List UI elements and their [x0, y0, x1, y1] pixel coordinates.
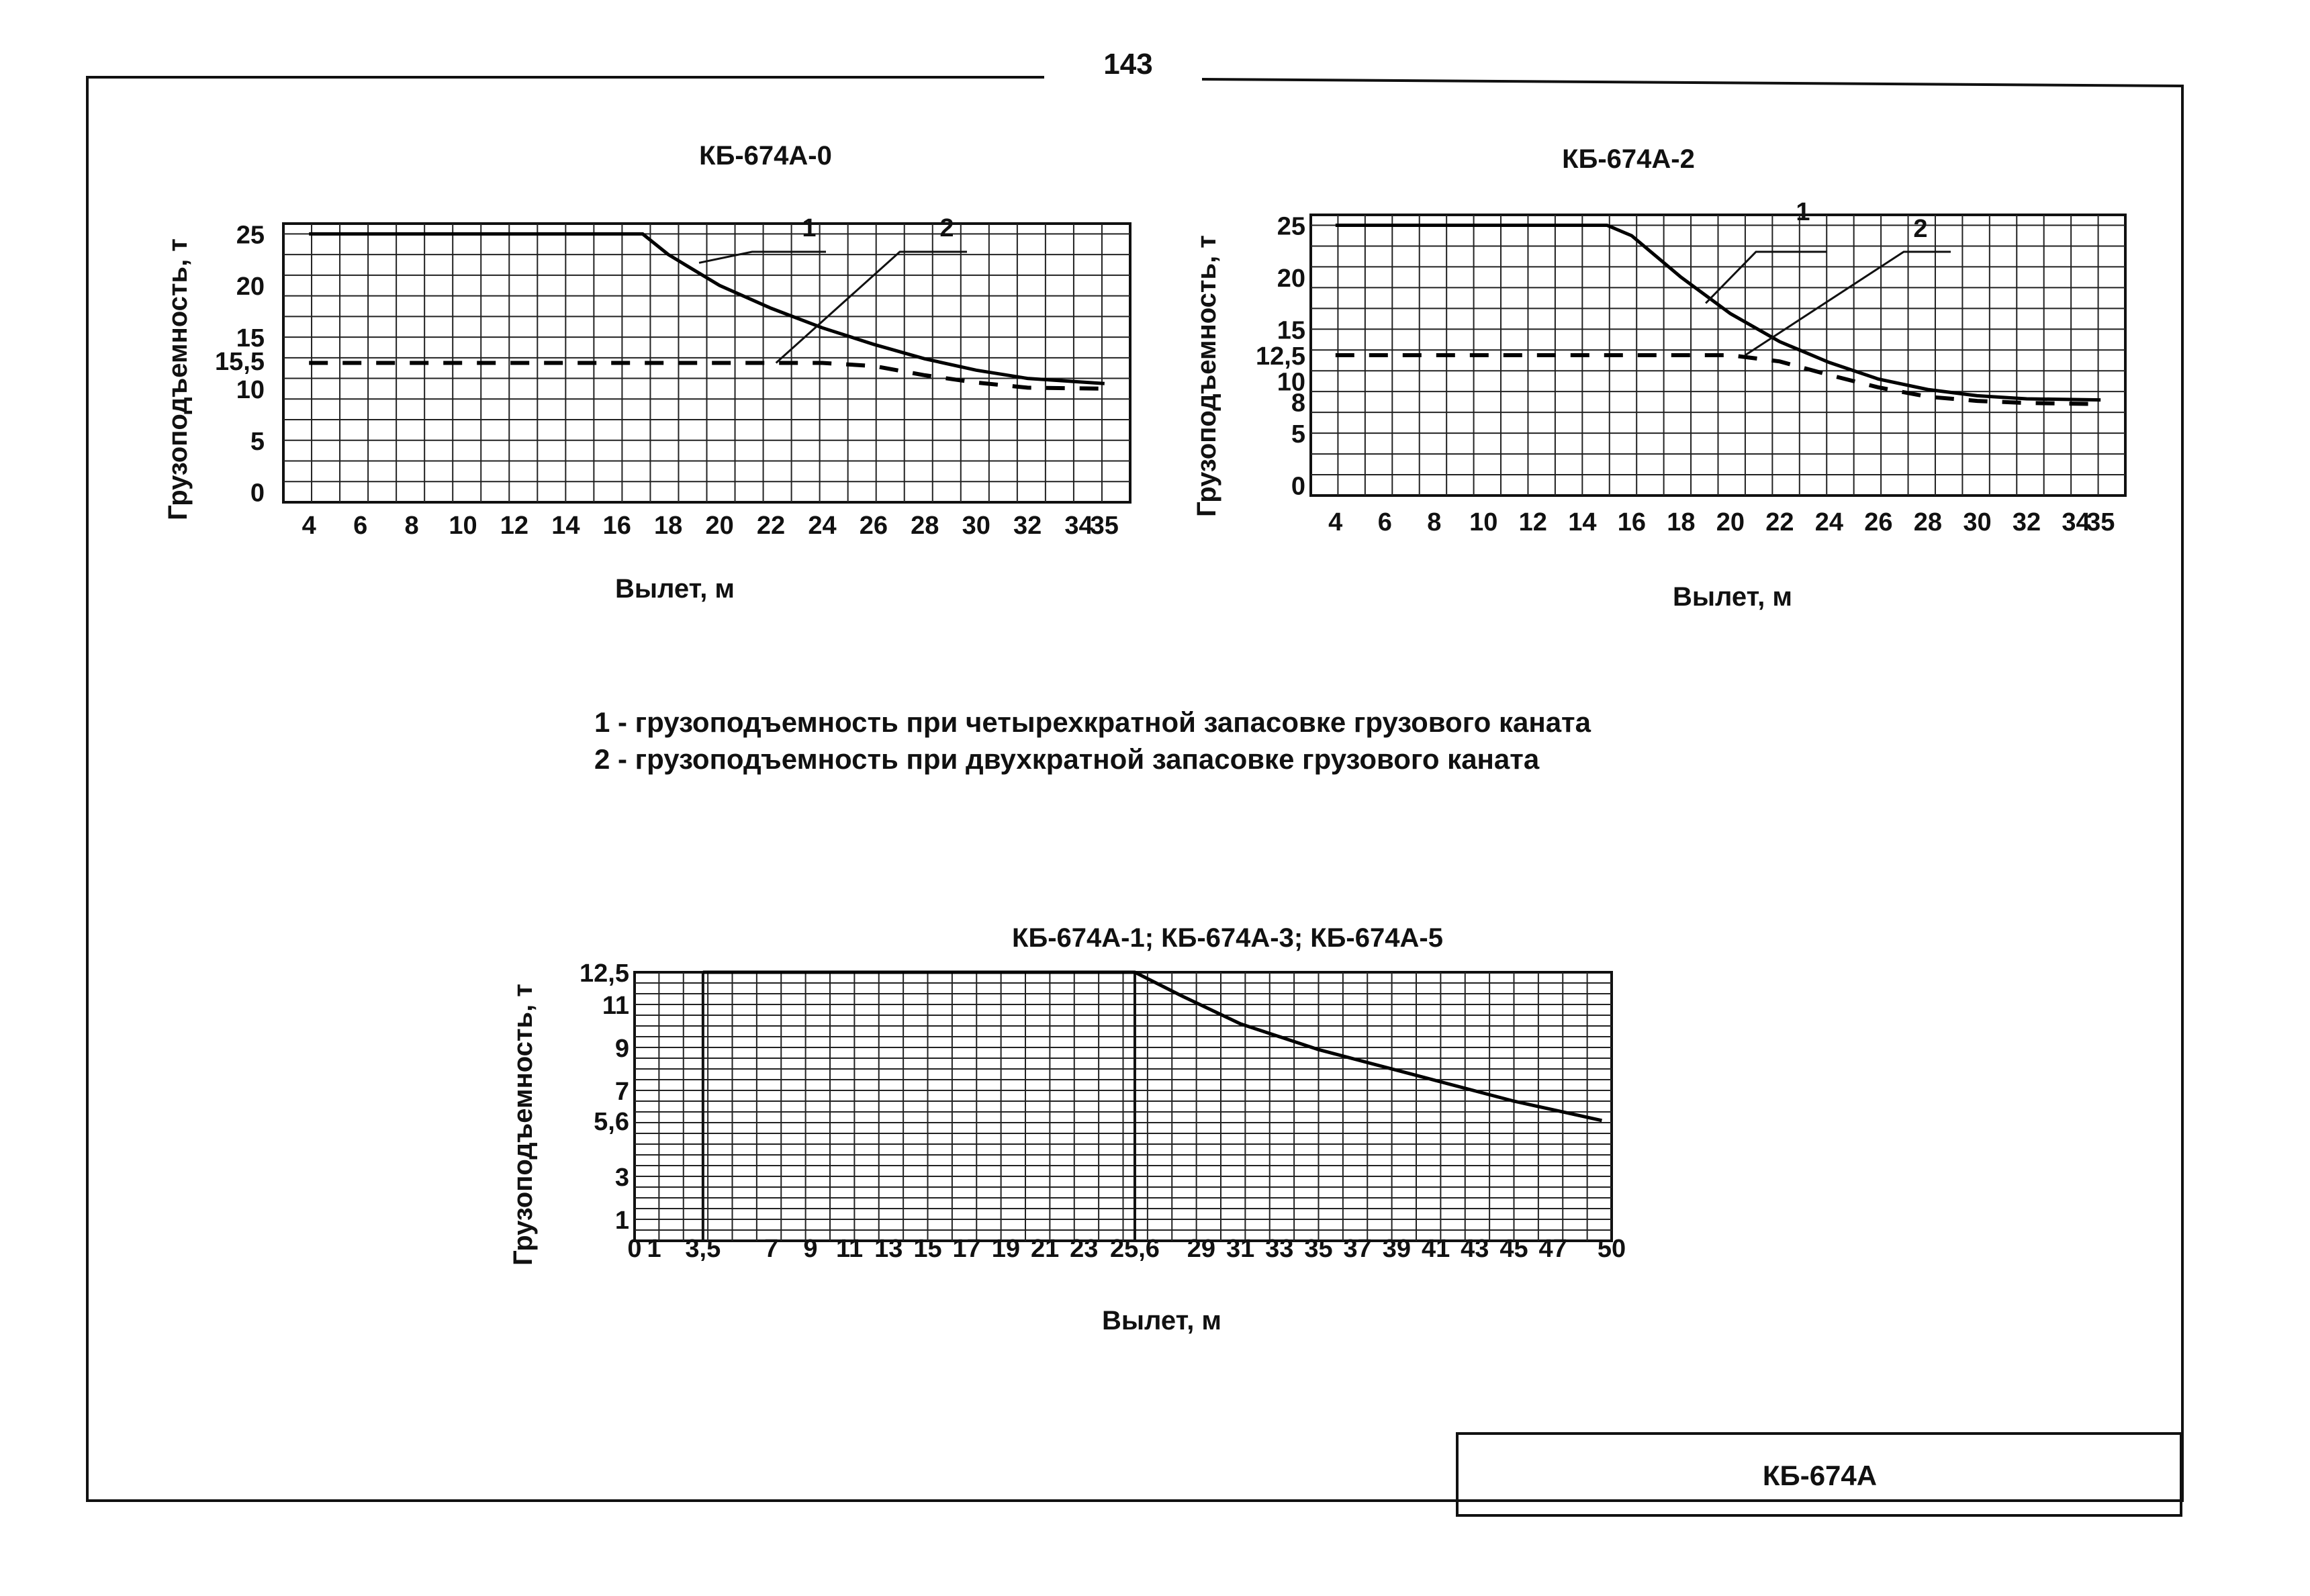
x-tick-label: 24	[808, 512, 837, 540]
y-tick-label: 25	[1277, 212, 1305, 241]
grid	[635, 972, 1612, 1241]
x-axis-label: Вылет, м	[1101, 1306, 1222, 1335]
x-tick-label: 37	[1343, 1235, 1372, 1263]
x-tick-label: 35	[2086, 508, 2115, 536]
y-tick-label: 12,5	[580, 959, 629, 988]
x-tick-label: 26	[1864, 508, 1893, 536]
x-tick-label: 26	[859, 512, 888, 540]
callouts-group	[1706, 198, 1951, 355]
ticks-group	[1256, 212, 2115, 536]
x-tick-label: 29	[1187, 1235, 1216, 1263]
y-tick-label: 0	[1291, 472, 1305, 501]
callout-leader	[699, 252, 826, 263]
x-tick-label: 34	[1064, 512, 1093, 540]
x-tick-label: 7	[764, 1235, 779, 1263]
x-tick-label: 12	[1518, 508, 1547, 536]
x-tick-label: 17	[952, 1235, 981, 1263]
y-tick-label: 1	[614, 1207, 629, 1235]
x-tick-label: 32	[2012, 508, 2041, 536]
callout-label: 2	[1913, 215, 1928, 243]
sheet-frame	[87, 77, 2182, 1501]
x-axis-label: Вылет, м	[614, 574, 735, 604]
x-tick-label: 35	[1090, 512, 1119, 540]
x-tick-label: 19	[991, 1235, 1021, 1263]
x-tick-label: 12	[500, 512, 529, 540]
y-tick-label: 15	[236, 324, 265, 353]
callout-label: 1	[802, 214, 817, 242]
x-tick-label: 14	[1568, 508, 1597, 536]
y-tick-label: 20	[1277, 264, 1305, 293]
x-axis-label: Вылет, м	[1672, 582, 1793, 612]
x-tick-label: 13	[874, 1235, 903, 1263]
y-axis-label: Грузоподъемность, т	[1192, 235, 1221, 517]
y-tick-label: 15	[1277, 316, 1305, 345]
legend-line-2: 2 - грузоподъемность при двухкратной запасовке грузового каната	[594, 743, 1540, 775]
x-tick-label: 14	[551, 512, 580, 540]
y-tick-label: 9	[614, 1035, 629, 1063]
callout-label: 1	[1796, 198, 1810, 226]
callouts-group	[699, 214, 967, 363]
x-tick-label: 35	[1304, 1235, 1333, 1263]
x-tick-label: 10	[1469, 508, 1498, 536]
page-number: 143	[1103, 48, 1153, 81]
y-tick-label: 5,6	[594, 1107, 629, 1136]
x-tick-label: 30	[962, 512, 990, 540]
x-tick-label: 16	[602, 512, 631, 540]
x-tick-label: 39	[1382, 1235, 1412, 1263]
y-tick-label: 5	[1291, 420, 1305, 449]
x-tick-label: 9	[803, 1235, 818, 1263]
y-axis-label: Грузоподъемность, т	[508, 984, 538, 1266]
x-tick-label: 0	[627, 1235, 642, 1263]
x-tick-label: 20	[1716, 508, 1745, 536]
x-tick-label: 50	[1597, 1235, 1626, 1263]
chart-kb-674a-1-3-5	[508, 923, 1626, 1335]
x-tick-label: 43	[1461, 1235, 1489, 1263]
x-tick-label: 8	[1427, 508, 1442, 536]
x-tick-label: 8	[404, 512, 419, 540]
chart-title: КБ-674А-2	[1562, 144, 1695, 174]
callout-leader	[1706, 252, 1827, 303]
callout-leader	[776, 252, 967, 363]
y-tick-label: 0	[250, 479, 265, 508]
x-tick-label: 45	[1499, 1235, 1528, 1263]
x-tick-label: 15	[913, 1235, 942, 1263]
y-tick-label: 5	[250, 427, 265, 456]
x-tick-label: 1	[647, 1235, 661, 1263]
x-tick-label: 30	[1963, 508, 1992, 536]
x-tick-label: 6	[353, 512, 368, 540]
x-tick-label: 28	[1913, 508, 1943, 536]
x-tick-label: 4	[1328, 508, 1343, 536]
x-tick-label: 16	[1617, 508, 1646, 536]
x-tick-label: 6	[1377, 508, 1392, 536]
x-tick-label: 10	[449, 512, 477, 540]
legend-line-1: 1 - грузоподъемность при четырехкратной запасовке грузового каната	[594, 706, 1591, 738]
y-tick-label: 25	[236, 221, 265, 250]
chart-title: КБ-674А-1; КБ-674А-3; КБ-674А-5	[1012, 923, 1443, 953]
x-tick-label: 11	[836, 1235, 864, 1263]
x-tick-label: 33	[1265, 1235, 1294, 1263]
y-tick-label: 7	[614, 1078, 629, 1106]
x-tick-label: 22	[1765, 508, 1794, 536]
x-tick-label: 21	[1030, 1235, 1060, 1263]
y-tick-label: 20	[236, 273, 265, 301]
y-tick-label: 8	[1291, 389, 1305, 418]
x-tick-label: 41	[1421, 1235, 1450, 1263]
y-tick-label: 10	[1277, 368, 1305, 397]
callout-label: 2	[939, 214, 954, 242]
x-tick-label: 25,6	[1109, 1235, 1160, 1263]
x-tick-label: 3,5	[685, 1235, 721, 1263]
x-tick-label: 20	[705, 512, 734, 540]
x-tick-label: 4	[302, 512, 316, 540]
y-tick-label: 3	[614, 1164, 629, 1192]
stamp-label: КБ-674А	[1762, 1460, 1878, 1491]
y-tick-label: 15,5	[215, 348, 265, 376]
x-tick-label: 32	[1013, 512, 1042, 540]
y-tick-label: 10	[236, 375, 265, 404]
chart-kb-674a-0	[163, 141, 1130, 604]
x-tick-label: 22	[756, 512, 786, 540]
x-tick-label: 18	[654, 512, 683, 540]
y-tick-label: 11	[602, 992, 629, 1020]
chart-title: КБ-674А-0	[699, 141, 832, 171]
y-axis-label: Грузоподъемность, т	[163, 238, 193, 520]
x-tick-label: 24	[1814, 508, 1844, 536]
series-group	[703, 972, 1602, 1121]
series-line-main	[703, 972, 1602, 1121]
chart-kb-674a-2	[1192, 144, 2125, 612]
x-tick-label: 18	[1667, 508, 1696, 536]
x-tick-label: 34	[2062, 508, 2090, 536]
ticks-group	[215, 221, 1119, 540]
x-tick-label: 47	[1538, 1235, 1567, 1263]
x-tick-label: 28	[911, 512, 939, 540]
x-tick-label: 31	[1226, 1235, 1255, 1263]
x-tick-label: 23	[1070, 1235, 1099, 1263]
y-tick-label: 12,5	[1256, 342, 1305, 371]
